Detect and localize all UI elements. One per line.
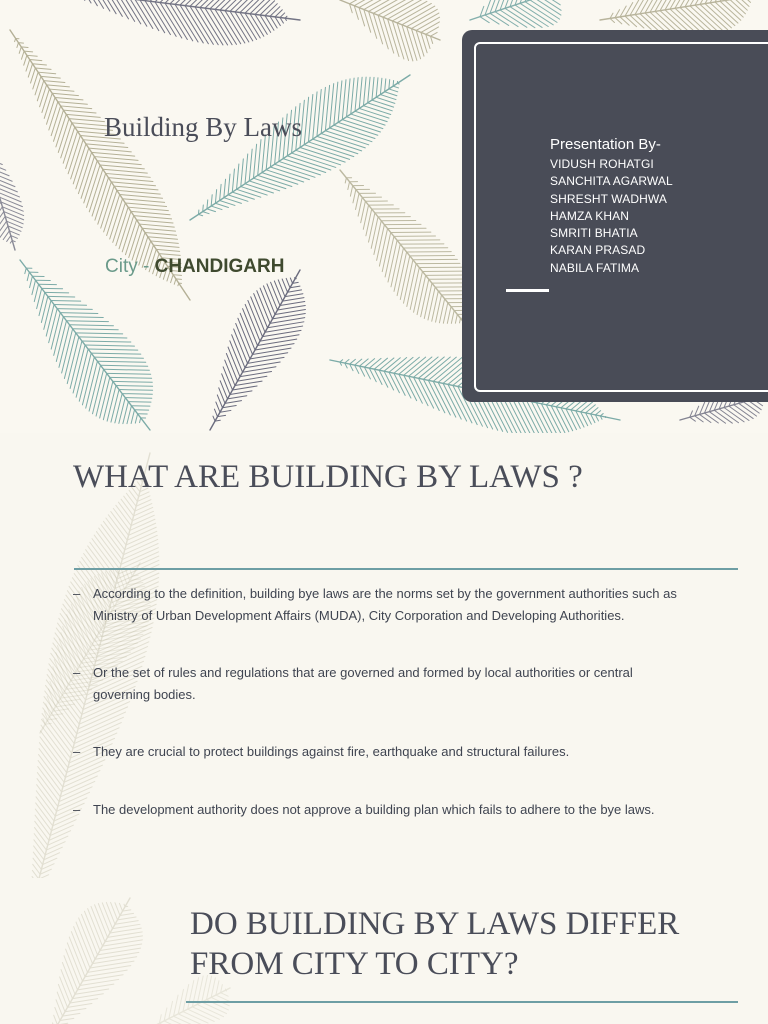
panel-divider [506,289,549,292]
bullet-item [73,662,683,705]
dash-bullet-icon: – [73,665,81,680]
question-slide [0,878,768,1024]
title-line: FROM CITY TO CITY? [190,946,519,982]
presenter-name: KARAN PRASAD [550,243,646,258]
dash-bullet-icon: – [73,744,81,759]
presenter-name: VIDUSH ROHATGI [550,157,654,171]
slide-title: WHAT ARE BUILDING BY LAWS ? [73,459,583,495]
feather-icon [190,75,410,220]
bullet-item [73,799,683,821]
feather-icon [60,0,300,45]
title-slide [0,0,768,433]
feather-icon [50,898,143,1024]
presenter-name: SHRESHT WADHWA [550,191,667,206]
dash-bullet-icon: – [73,801,81,817]
dash-bullet-icon: – [73,586,81,601]
presenter-name: SMRITI BHATIA [550,226,638,241]
slide-title: Building By Laws [104,112,303,142]
bullet-text: Or the set of rules and regulations that are governed and formed by local authorities or central governing bodies. [93,665,633,702]
city-name: CHANDIGARH [154,256,285,277]
presenter-name: NABILA FATIMA [550,260,640,275]
feather-icon [340,170,470,330]
presenter-list [550,156,673,277]
feather-icon [340,0,440,61]
bullet-text: The development authority does not approve a building plan which fails to adhere to the bye laws. [93,801,655,817]
presenter-name: HAMZA KHAN [550,208,630,223]
feather-icon [210,270,305,430]
bullet-text: According to the definition, building bye laws are the norms set by the government authorities such as Ministry of Urban Development Affairs (MUDA), City Corporation and Developing Authorities. [93,586,677,623]
presenter-name: SANCHITA AGARWAL [550,174,673,189]
feather-icon [0,130,24,250]
title-divider [74,568,738,570]
slide-title [190,904,679,984]
title-divider [186,1001,738,1003]
bullet-item [73,583,683,626]
definition-slide [0,433,768,878]
bullet-list [73,583,683,820]
feather-icon [20,260,153,430]
title-line: DO BUILDING BY LAWS DIFFER [190,906,680,942]
bullet-text: They are crucial to protect buildings against fire, earthquake and structural failures. [93,744,570,759]
feather-icon [470,0,561,28]
bullet-item [73,741,683,763]
city-line [105,256,284,278]
presentation-heading: Presentation By- [550,136,661,153]
city-label: City - [105,256,155,277]
